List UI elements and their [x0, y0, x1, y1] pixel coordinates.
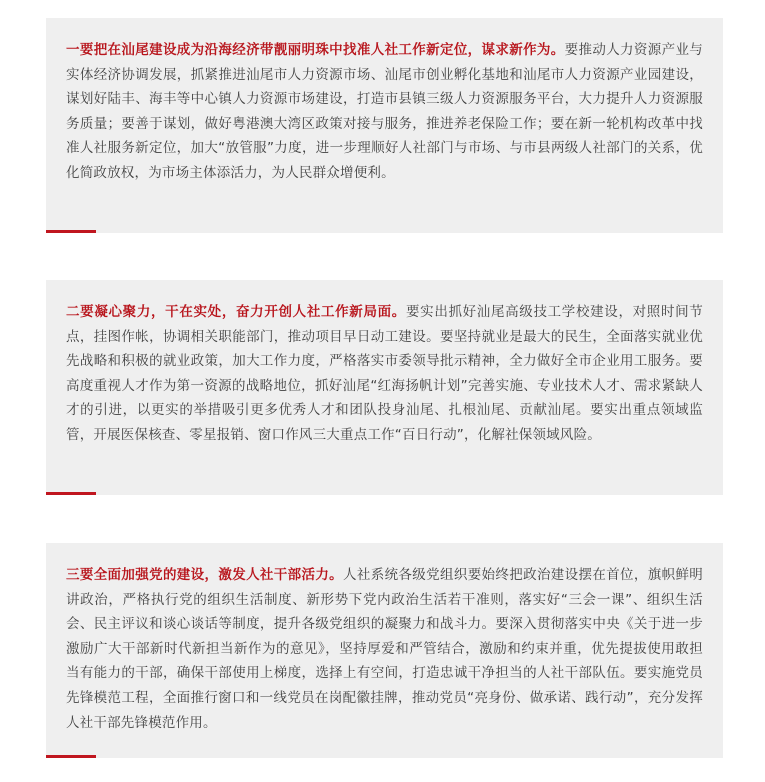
accent-bar-3 [46, 755, 96, 758]
section-lead-2: 二要凝心聚力，干在实处，奋力开创人社工作新局面。 [66, 304, 406, 320]
section-card-1 [46, 18, 723, 233]
section-paragraph-2 [66, 300, 703, 448]
section-paragraph-3 [66, 563, 703, 735]
accent-bar-2 [46, 492, 96, 495]
section-body-2: 要实出抓好汕尾高级技工学校建设，对照时间节点，挂图作帐，协调相关职能部门，推动项目早日动工建设。要坚持就业是最大的民生，全面落实就业优先战略和积极的就业政策，加大工作力度，严格落实市委领导批示精神，全力做好全市企业用工服务。要高度重视人才作为第一资源的战略地位，抓好汕尾“红海扬帆计划”完善实施、专业技术人才、需求紧缺人才的引进，以更实的举措吸引更多优秀人才和团队投身汕尾、扎根汕尾、贡献汕尾。要实出重点领域监管，开展医保核查、零星报销、窗口作风三大重点工作“百日行动”，化解社保领域风险。 [66, 304, 703, 443]
section-lead-3: 三要全面加强党的建设，激发人社干部活力。 [66, 567, 344, 583]
section-paragraph-1 [66, 38, 703, 186]
section-lead-1: 一要把在汕尾建设成为沿海经济带靓丽明珠中找准人社工作新定位，谋求新作为。 [66, 42, 565, 58]
section-body-3: 人社系统各级党组织要始终把政治建设摆在首位，旗帜鲜明讲政治，严格执行党的组织生活制度、新形势下党内政治生活若干准则，落实好“三会一课”、组织生活会、民主评议和谈心谈话等制度，提升各级党组织的凝聚力和战斗力。要深入贯彻落实中央《关于进一步激励广大干部新时代新担当新作为的意见》，坚持厚爱和严管结合，激励和约束并重，优先提拔使用敢担当有能力的干部，确保干部使用上梯度，选择上有空间，打造忠诚干净担当的人社干部队伍。要实施党员先锋模范工程，全面推行窗口和一线党员在岗配徽挂牌，推动党员“亮身份、做承诺、践行动”，充分发挥人社干部先锋模范作用。 [66, 567, 704, 731]
section-body-1: 要推动人力资源产业与实体经济协调发展，抓紧推进汕尾市人力资源市场、汕尾市创业孵化基地和汕尾市人力资源产业园建设，谋划好陆丰、海丰等中心镇人力资源市场建设，打造市县镇三级人力资源服务平台，大力提升人力资源服务质量；要善于谋划，做好粤港澳大湾区政策对接与服务，推进养老保险工作；要在新一轮机构改革中找准人社服务新定位，加大“放管服”力度，进一步理顺好人社部门与市场、与市县两级人社部门的关系，优化简政放权，为市场主体添活力，为人民群众增便利。 [66, 42, 704, 181]
section-card-2 [46, 280, 723, 495]
section-card-3 [46, 543, 723, 758]
accent-bar-1 [46, 230, 96, 233]
